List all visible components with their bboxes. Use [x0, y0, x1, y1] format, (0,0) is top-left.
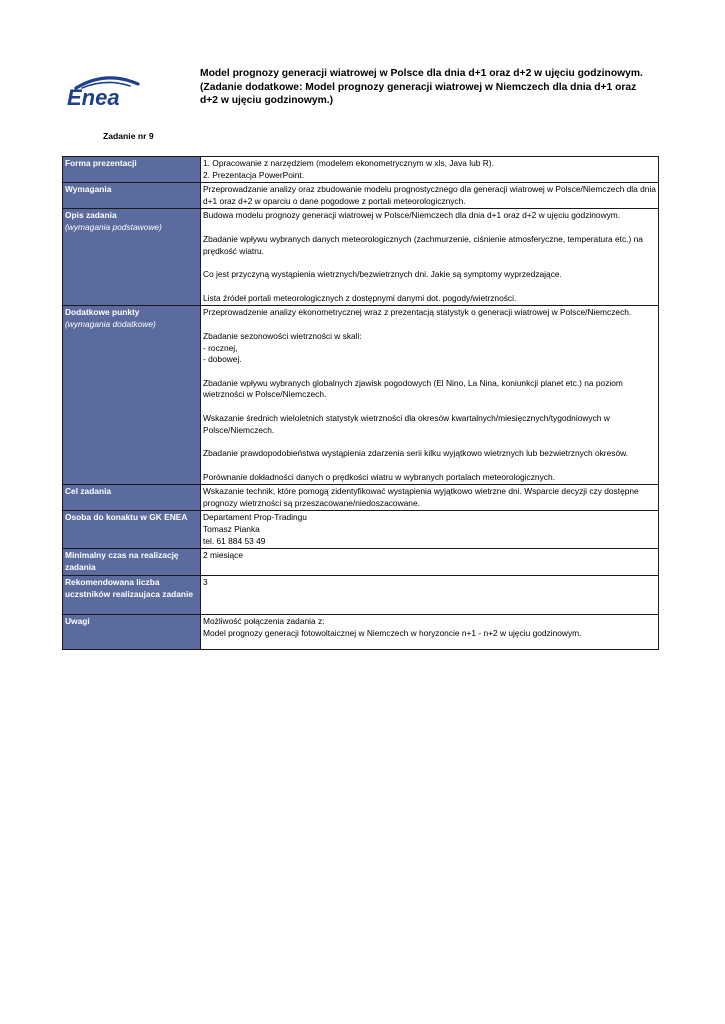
paragraph	[203, 331, 656, 366]
svg-text:Enea: Enea	[67, 85, 120, 108]
row-value: Przeprowadzanie analizy oraz zbudowanie modelu prognostycznego dla generacji wiatrowej w Polsce/Niemczech dla dnia d+1 oraz d+2 w oparciu o dane pogodowe z portali meteorologicznych.	[201, 183, 659, 209]
task-table	[62, 156, 659, 650]
row-sublabel: (wymagania podstawowe)	[65, 221, 162, 232]
table-row	[63, 157, 659, 183]
row-value	[201, 157, 659, 183]
paragraph: Budowa modelu prognozy generacji wiatrowej w Polsce/Niemczech dla dnia d+1 oraz d+2 w ujęciu godzinowym.	[203, 210, 621, 221]
row-label	[63, 209, 201, 306]
row-value	[201, 306, 659, 485]
value-line: 1. Opracowanie z narzędziem (modelem ekonometrycznym w xls, Java lub R).	[203, 158, 494, 168]
paragraph: Wskazanie średnich wieloletnich statystyk wietrzności dla okresów kwartalnych/miesięcznych/tygodniowych w Polsce/Niemczech.	[203, 412, 610, 435]
row-value	[201, 615, 659, 650]
value-line: tel. 61 884 53 49	[203, 535, 266, 546]
row-value: Wskazanie technik, które pomogą zidentyfikować wystąpienia wyjątkowo wietrzne dni. Wsparcie decyzji czy dostępne prognozy wietrzności są przeszacowane/niedoszacowane.	[201, 485, 659, 511]
table-row	[63, 183, 659, 209]
row-value	[201, 511, 659, 549]
paragraph: Zbadanie wpływu wybranych globalnych zjawisk pogodowych (El Nino, La Nina, koniunkcji planet etc.) na poziom wietrzności w Polsce/Niemczech.	[203, 377, 623, 400]
paragraph: Zbadanie prawdopodobieństwa wystąpienia zdarzenia serii kilku wyjątkowo wietrznych lub bezwietrznych okresów.	[203, 448, 629, 459]
document-title	[200, 67, 670, 108]
row-label: Osoba do konaktu w GK ENEA	[63, 511, 201, 549]
paragraph: Co jest przyczyną wystąpienia wietrznych/bezwietrznych dni. Jakie są symptomy wyprzedzające.	[203, 269, 562, 280]
row-label: Uwagi	[63, 615, 201, 650]
row-value: 3	[201, 576, 659, 615]
row-sublabel: (wymagania dodatkowe)	[65, 318, 156, 329]
row-value: 2 miesiące	[201, 549, 659, 576]
value-line: - rocznej,	[203, 342, 238, 353]
value-line: Możliwość połączenia zadania z:	[203, 616, 325, 627]
row-label-text: Dodatkowe punkty	[65, 307, 140, 318]
value-line: 2. Prezentacja PowerPoint.	[203, 169, 305, 180]
row-label: Minimalny czas na realizację zadania	[63, 549, 201, 576]
paragraph: Zbadanie wpływu wybranych danych meteorologicznych (zachmurzenie, ciśnienie atmosferyczne, temperatura etc.) na prędkość wiatru.	[203, 233, 643, 256]
row-label: Cel zadania	[63, 485, 201, 511]
value-line: Departament Prop-Tradingu	[203, 512, 307, 523]
enea-logo	[66, 72, 152, 108]
table-row	[63, 549, 659, 576]
title-line: Model prognozy generacji wiatrowej w Polsce dla dnia d+1 oraz d+2 w ujęciu godzinowym.	[200, 68, 643, 79]
row-label-text: Opis zadania	[65, 210, 117, 221]
table-row	[63, 485, 659, 511]
paragraph: Przeprowadzenie analizy ekonometrycznej wraz z prezentacją statystyk o generacji wiatrowej w Polsce/Niemczech.	[203, 307, 632, 318]
paragraph: Lista źródeł portali meteorologicznych z dostępnymi danymi dot. pogody/wietrzności.	[203, 292, 517, 303]
value-line: - dobowej.	[203, 354, 242, 365]
row-label	[63, 306, 201, 485]
value-line: Tomasz Pianka	[203, 524, 260, 535]
row-label: Rekomendowana liczba uczstników realizaujaca zadanie	[63, 576, 201, 615]
table-row	[63, 615, 659, 650]
task-number: Zadanie nr 9	[103, 131, 154, 141]
title-line: (Zadanie dodatkowe: Model prognozy generacji wiatrowej w Niemczech dla dnia d+1 oraz	[200, 81, 637, 93]
row-label: Forma prezentacji	[63, 157, 201, 183]
row-label: Wymagania	[63, 183, 201, 209]
row-value	[201, 209, 659, 306]
value-line: Model prognozy generacji fotowoltaicznej w Niemczech w horyzoncie n+1 - n+2 w ujęciu godzinowym.	[203, 627, 582, 638]
value-line: Zbadanie sezonowości wietrzności w skali:	[203, 330, 362, 341]
table-row	[63, 511, 659, 549]
paragraph: Porównanie dokładności danych o prędkości wiatru w wybranych portalach meteorologicznych.	[203, 471, 555, 482]
title-line: d+2 w ujęciu godzinowym.)	[200, 95, 334, 107]
table-row	[63, 306, 659, 485]
table-row	[63, 576, 659, 615]
table-row	[63, 209, 659, 306]
